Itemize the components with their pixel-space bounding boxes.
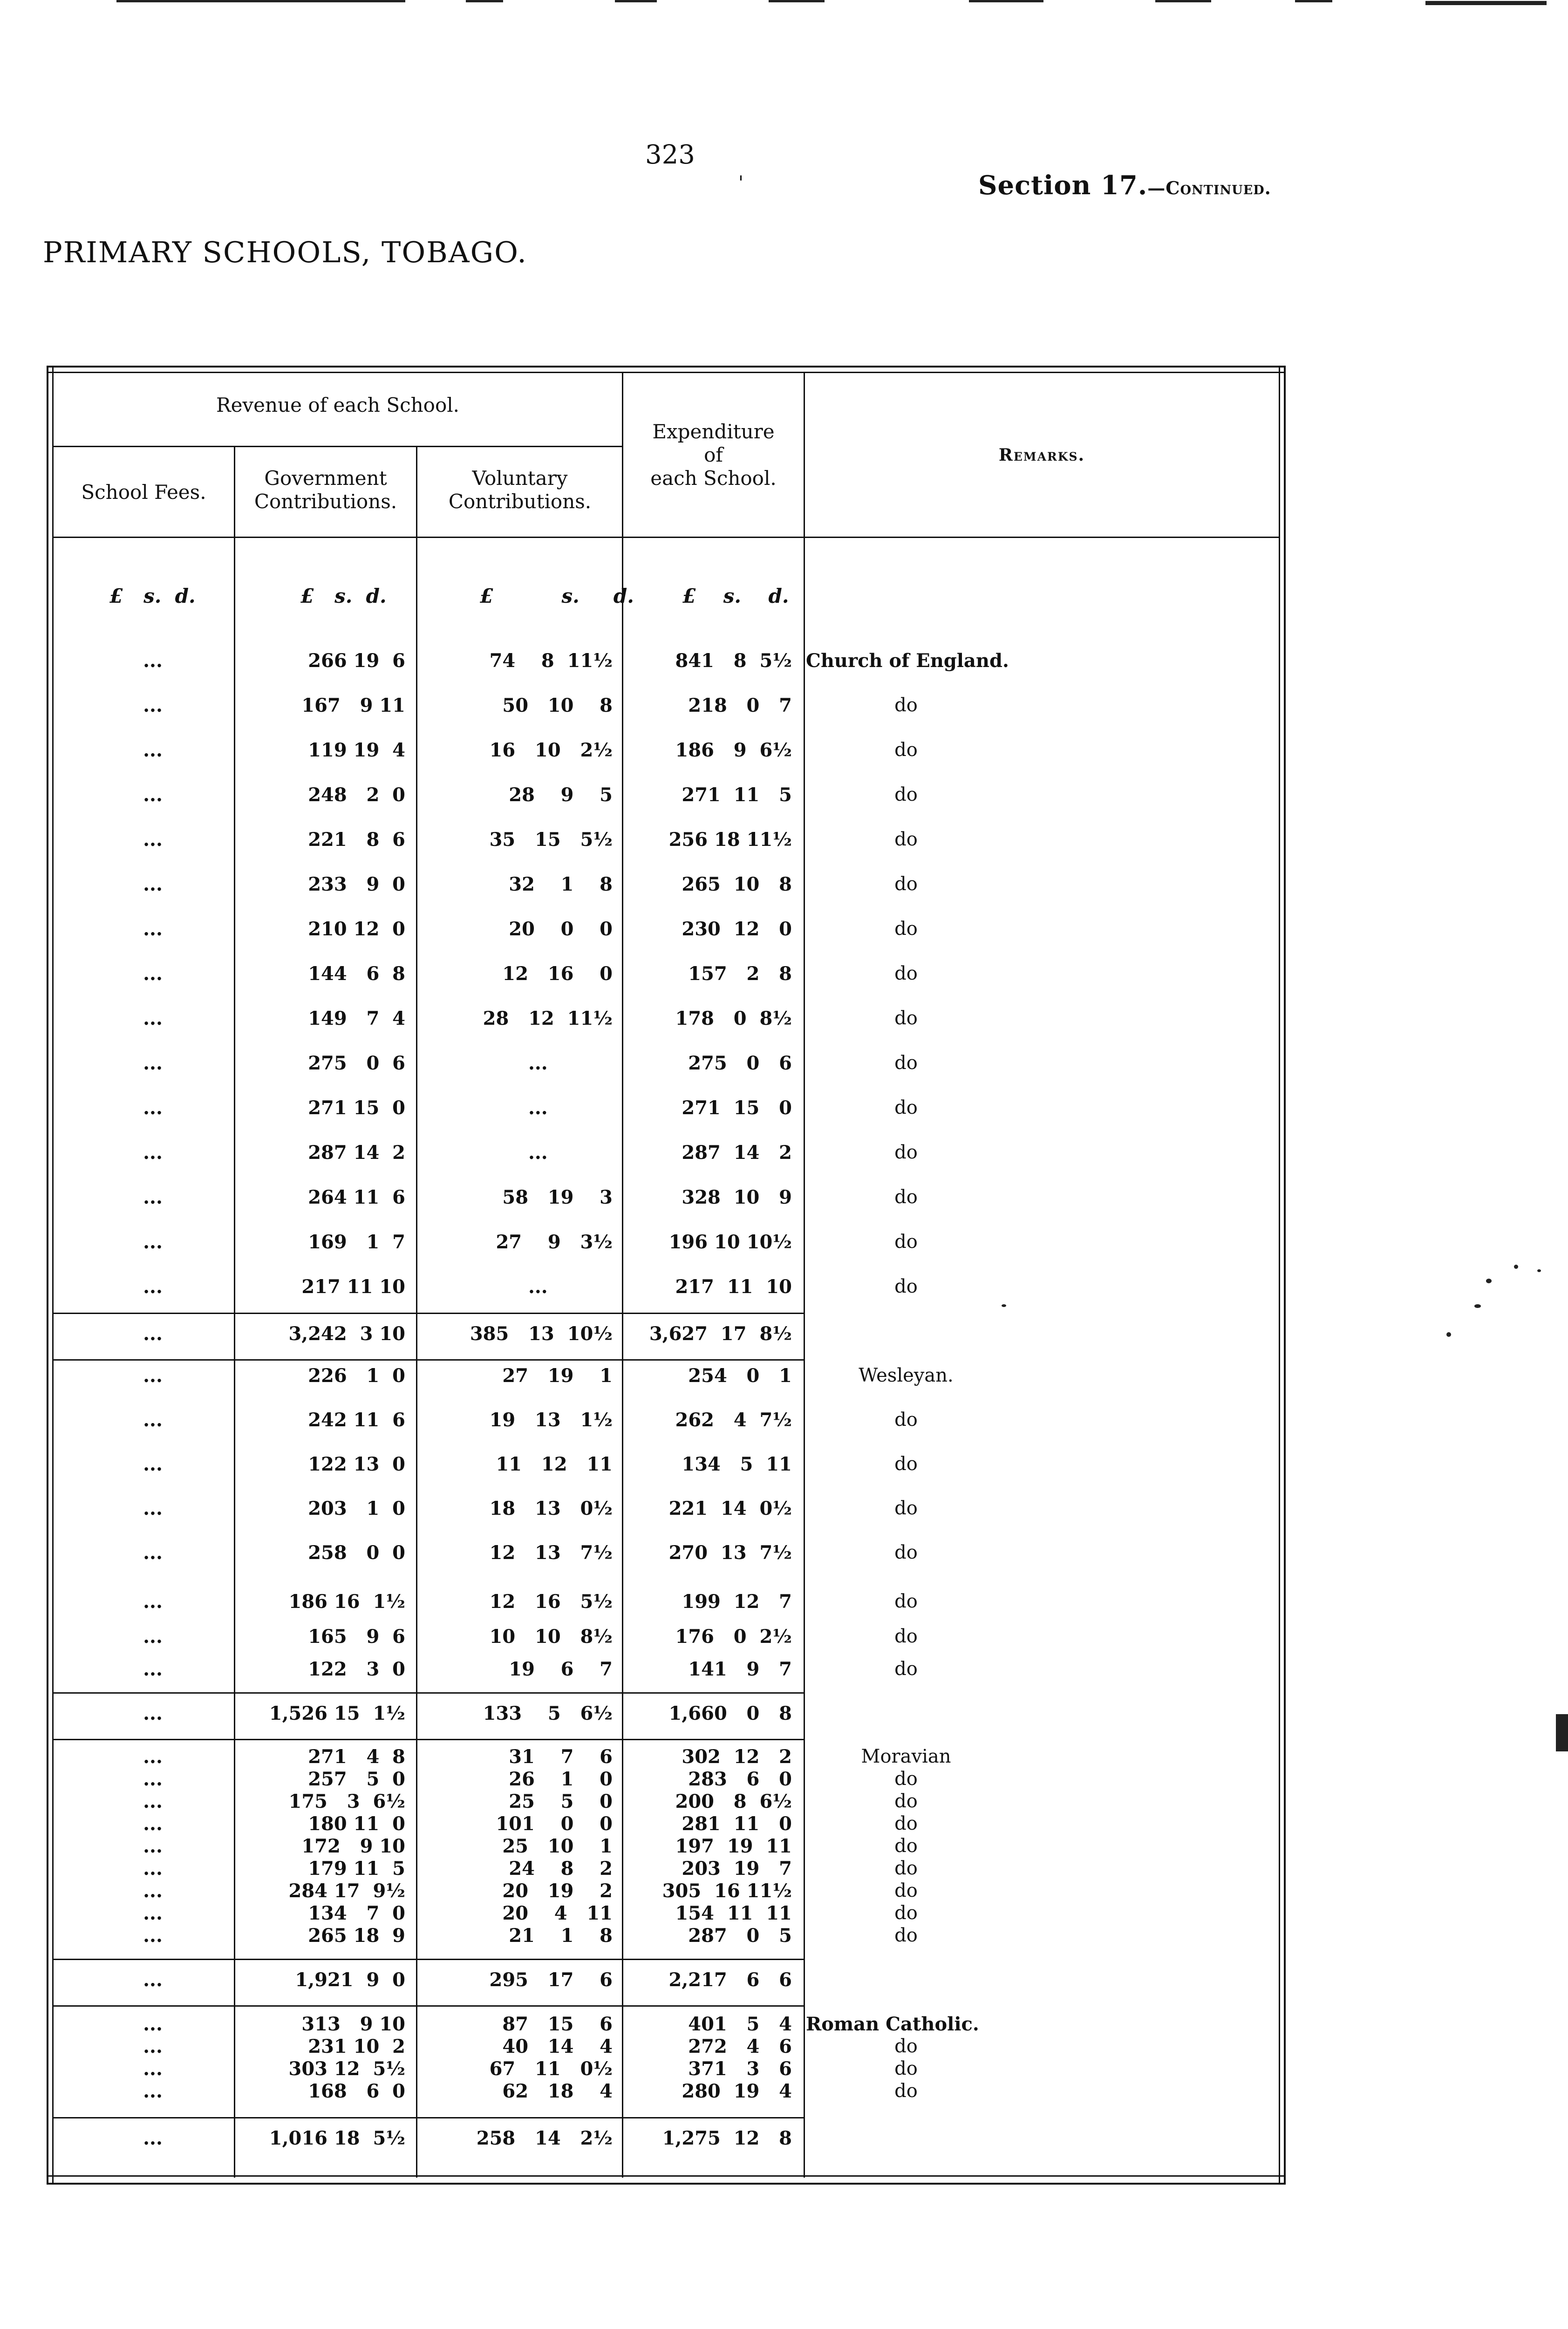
vol-cell: 21 1 8 <box>509 1925 613 1947</box>
remarks-cell: do <box>894 784 918 805</box>
total-fees-cell: ... <box>143 2127 163 2149</box>
fees-cell: ... <box>143 1902 163 1924</box>
vol-cell: 12 16 0 <box>502 963 613 985</box>
total-exp-cell: 2,217 6 6 <box>668 1969 792 1991</box>
gov-cell: 122 13 0 <box>308 1453 405 1475</box>
remarks-cell: do <box>894 1453 918 1475</box>
remarks-cell: do <box>894 2058 918 2079</box>
vol-cell: ... <box>528 1097 613 1119</box>
remarks-cell: Wesleyan. <box>859 1365 954 1386</box>
exp-cell: 176 0 2½ <box>675 1626 792 1648</box>
fees-cell: ... <box>143 1858 163 1880</box>
exp-cell: 271 11 5 <box>682 784 792 806</box>
fees-cell: ... <box>143 1835 163 1857</box>
remarks-cell: do <box>894 695 918 716</box>
exp-cell: 200 8 6½ <box>675 1791 792 1812</box>
remarks-cell: Moravian <box>861 1746 951 1767</box>
vol-cell: 28 9 5 <box>509 784 613 806</box>
scan-edge-line <box>969 0 1043 2</box>
vol-cell: 101 0 0 <box>496 1813 613 1835</box>
remarks-cell: do <box>894 1052 918 1074</box>
fees-cell: ... <box>143 1231 163 1253</box>
fees-cell: ... <box>143 1542 163 1564</box>
exp-cell: 254 0 1 <box>688 1365 792 1387</box>
gov-cell: 226 1 0 <box>308 1365 405 1387</box>
column-rule <box>804 373 805 2178</box>
scan-speck <box>1002 1304 1006 1307</box>
exp-cell: 230 12 0 <box>682 918 792 940</box>
gov-cell: 287 14 2 <box>308 1142 405 1164</box>
subtotal-rule <box>54 2117 804 2118</box>
header-line: Voluntary <box>472 467 568 490</box>
remarks-cell: Church of England. <box>806 650 1009 672</box>
gov-cell: 180 11 0 <box>308 1813 405 1835</box>
remarks-cell: do <box>894 1498 918 1519</box>
subtotal-rule <box>54 2005 804 2007</box>
exp-cell: 302 12 2 <box>682 1746 792 1768</box>
vol-cell: 18 13 0½ <box>489 1498 613 1519</box>
subtotal-rule <box>54 1692 804 1694</box>
school-fees-header: School Fees. <box>81 481 206 504</box>
remarks-cell: do <box>894 1858 918 1879</box>
remarks-cell: do <box>894 2036 918 2057</box>
scan-speck <box>1474 1304 1481 1308</box>
exp-cell: 197 19 11 <box>675 1835 792 1857</box>
gov-cell: 264 11 6 <box>308 1186 405 1208</box>
total-vol-cell: 385 13 10½ <box>470 1323 613 1345</box>
gov-cell: 271 4 8 <box>308 1746 405 1768</box>
fees-cell: ... <box>143 1746 163 1768</box>
vol-cell: 28 12 11½ <box>483 1008 613 1029</box>
fees-cell: ... <box>143 1498 163 1519</box>
fees-cell: ... <box>143 2013 163 2035</box>
exp-cell: 134 5 11 <box>682 1453 792 1475</box>
fees-cell: ... <box>143 650 163 672</box>
gov-cell: 231 10 2 <box>308 2036 405 2057</box>
exp-cell: 265 10 8 <box>682 873 792 895</box>
fees-cell: ... <box>143 1925 163 1947</box>
exp-cell: 178 0 8½ <box>675 1008 792 1029</box>
total-vol-cell: 295 17 6 <box>489 1969 613 1991</box>
remarks-cell: do <box>894 1409 918 1430</box>
total-fees-cell: ... <box>143 1969 163 1991</box>
fees-cell: ... <box>143 963 163 985</box>
exp-cell: 218 0 7 <box>688 695 792 716</box>
exp-cell: 186 9 6½ <box>675 739 792 761</box>
remarks-cell: do <box>894 1626 918 1647</box>
gov-cell: 169 1 7 <box>308 1231 405 1253</box>
currency-label: £ s. d. <box>300 585 387 607</box>
fees-cell: ... <box>143 695 163 716</box>
gov-cell: 265 18 9 <box>308 1925 405 1947</box>
header-line: Expenditure <box>652 420 775 443</box>
vol-cell: 12 16 5½ <box>489 1591 613 1613</box>
column-rule <box>622 373 623 2178</box>
exp-cell: 157 2 8 <box>688 963 792 985</box>
remarks-cell: Roman Catholic. <box>806 2013 979 2035</box>
fees-cell: ... <box>143 2036 163 2057</box>
gov-cell: 221 8 6 <box>308 829 405 851</box>
scan-speck <box>1486 1279 1492 1283</box>
header-line: Contributions. <box>254 490 397 513</box>
gov-cell: 257 5 0 <box>308 1768 405 1790</box>
gov-cell: 167 9 11 <box>301 695 405 716</box>
vol-cell: 31 7 6 <box>509 1746 613 1768</box>
exp-cell: 281 11 0 <box>682 1813 792 1835</box>
remarks-cell: do <box>894 1835 918 1857</box>
vol-cell: 16 10 2½ <box>489 739 613 761</box>
fees-cell: ... <box>143 873 163 895</box>
vol-cell: 26 1 0 <box>509 1768 613 1790</box>
exp-cell: 154 11 11 <box>675 1902 792 1924</box>
vol-cell: 20 0 0 <box>509 918 613 940</box>
exp-cell: 196 10 10½ <box>668 1231 792 1253</box>
currency-label: £ s. d. <box>682 585 789 607</box>
frame-double-rule <box>1279 366 1280 2185</box>
exp-cell: 271 15 0 <box>682 1097 792 1119</box>
subtotal-rule <box>54 1959 804 1960</box>
exp-cell: 141 9 7 <box>688 1658 792 1680</box>
vol-cell: 27 9 3½ <box>496 1231 613 1253</box>
vol-cell: 27 19 1 <box>502 1365 613 1387</box>
gov-cell: 203 1 0 <box>308 1498 405 1519</box>
section-label: Section 17. <box>978 170 1148 201</box>
fees-cell: ... <box>143 1880 163 1902</box>
expenditure-header <box>623 420 804 490</box>
fees-cell: ... <box>143 1791 163 1812</box>
fees-cell: ... <box>143 1186 163 1208</box>
fees-cell: ... <box>143 1052 163 1074</box>
frame-double-rule <box>47 2175 1286 2177</box>
total-exp-cell: 1,660 0 8 <box>668 1702 792 1724</box>
scan-edge-line <box>615 0 657 2</box>
total-exp-cell: 1,275 12 8 <box>662 2127 792 2149</box>
remarks-cell: do <box>894 739 918 761</box>
remarks-cell: do <box>894 1276 918 1297</box>
vol-cell: 20 4 11 <box>502 1902 613 1924</box>
fees-cell: ... <box>143 1453 163 1475</box>
gov-cell: 233 9 0 <box>308 873 405 895</box>
gov-cell: 134 7 0 <box>308 1902 405 1924</box>
exp-cell: 270 13 7½ <box>668 1542 792 1564</box>
remarks-cell: do <box>894 1813 918 1834</box>
fees-cell: ... <box>143 1591 163 1613</box>
gov-cell: 303 12 5½ <box>288 2058 405 2080</box>
vol-cell: 11 12 11 <box>496 1453 613 1475</box>
header-line: Contributions. <box>448 490 592 513</box>
exp-cell: 328 10 9 <box>682 1186 792 1208</box>
total-vol-cell: 133 5 6½ <box>483 1702 613 1724</box>
exp-cell: 305 16 11½ <box>662 1880 792 1902</box>
total-gov-cell: 3,242 3 10 <box>288 1323 405 1345</box>
remarks-cell: do <box>894 963 918 984</box>
header-line: each School. <box>650 467 777 490</box>
remarks-cell: do <box>894 1231 918 1253</box>
remarks-cell: do <box>894 1591 918 1612</box>
fees-cell: ... <box>143 1626 163 1648</box>
fees-cell: ... <box>143 829 163 851</box>
gov-cell: 149 7 4 <box>308 1008 405 1029</box>
exp-cell: 371 3 6 <box>688 2058 792 2080</box>
subtotal-rule <box>54 1359 804 1361</box>
exp-cell: 275 0 6 <box>688 1052 792 1074</box>
gov-cell: 313 9 10 <box>301 2013 405 2035</box>
gov-cell: 266 19 6 <box>308 650 405 672</box>
scan-edge-line <box>1155 0 1211 2</box>
exp-cell: 203 19 7 <box>682 1858 792 1880</box>
vol-cell: 25 10 1 <box>502 1835 613 1857</box>
exp-cell: 217 11 10 <box>675 1276 792 1298</box>
vol-cell: 67 11 0½ <box>489 2058 613 2080</box>
exp-cell: 256 18 11½ <box>668 829 792 851</box>
page-title: PRIMARY SCHOOLS, TOBAGO. <box>43 235 527 269</box>
total-gov-cell: 1,921 9 0 <box>295 1969 405 1991</box>
total-vol-cell: 258 14 2½ <box>476 2127 613 2149</box>
scan-edge-line <box>116 0 405 2</box>
gov-cell: 179 11 5 <box>308 1858 405 1880</box>
remarks-cell: do <box>894 1097 918 1118</box>
scan-speck <box>1514 1265 1518 1269</box>
remarks-cell: do <box>894 829 918 850</box>
vol-cell: 58 19 3 <box>502 1186 613 1208</box>
gov-cell: 119 19 4 <box>308 739 405 761</box>
gov-cell: 258 0 0 <box>308 1542 405 1564</box>
fees-cell: ... <box>143 1658 163 1680</box>
vol-cell: ... <box>528 1142 613 1164</box>
exp-cell: 199 12 7 <box>682 1591 792 1613</box>
total-gov-cell: 1,016 18 5½ <box>269 2127 405 2149</box>
fees-cell: ... <box>143 1097 163 1119</box>
vol-cell: 10 10 8½ <box>489 1626 613 1648</box>
gov-cell: 248 2 0 <box>308 784 405 806</box>
revenue-header: Revenue of each School. <box>216 394 460 416</box>
gov-cell: 172 9 10 <box>301 1835 405 1857</box>
voluntary-contributions-header <box>417 467 622 513</box>
scan-speck <box>1446 1332 1451 1337</box>
fees-cell: ... <box>143 1008 163 1029</box>
remarks-cell: do <box>894 1902 918 1924</box>
fees-cell: ... <box>143 2058 163 2080</box>
header-rule <box>54 537 1279 538</box>
vol-cell: 25 5 0 <box>509 1791 613 1812</box>
scan-edge-line <box>1425 1 1547 5</box>
fees-cell: ... <box>143 2080 163 2102</box>
vol-cell: 35 15 5½ <box>489 829 613 851</box>
page-number: 323 <box>645 140 695 170</box>
remarks-cell: do <box>894 1142 918 1163</box>
government-contributions-header <box>235 467 416 513</box>
fees-cell: ... <box>143 918 163 940</box>
section-continued: —Continued. <box>1147 177 1271 198</box>
vol-cell: 87 15 6 <box>502 2013 613 2035</box>
gov-cell: 175 3 6½ <box>288 1791 405 1812</box>
gov-cell: 275 0 6 <box>308 1052 405 1074</box>
fees-cell: ... <box>143 1813 163 1835</box>
vol-cell: 40 14 4 <box>502 2036 613 2057</box>
gov-cell: 168 6 0 <box>308 2080 405 2102</box>
remarks-cell: do <box>894 2080 918 2102</box>
exp-cell: 280 19 4 <box>682 2080 792 2102</box>
gov-cell: 186 16 1½ <box>288 1591 405 1613</box>
vol-cell: 32 1 8 <box>509 873 613 895</box>
gov-cell: 217 11 10 <box>301 1276 405 1298</box>
remarks-cell: do <box>894 1880 918 1901</box>
gov-cell: 210 12 0 <box>308 918 405 940</box>
fees-cell: ... <box>143 784 163 806</box>
fees-cell: ... <box>143 1365 163 1387</box>
fees-cell: ... <box>143 1276 163 1298</box>
remarks-cell: do <box>894 1925 918 1946</box>
gov-cell: 271 15 0 <box>308 1097 405 1119</box>
fees-cell: ... <box>143 1142 163 1164</box>
exp-cell: 283 6 0 <box>688 1768 792 1790</box>
gov-cell: 284 17 9½ <box>288 1880 405 1902</box>
vol-cell: ... <box>528 1276 613 1298</box>
vol-cell: 20 19 2 <box>502 1880 613 1902</box>
section-heading <box>978 170 1271 201</box>
remarks-cell: do <box>894 1658 918 1680</box>
remarks-header: Remarks. <box>998 445 1085 465</box>
vol-cell: 62 18 4 <box>502 2080 613 2102</box>
header-rule <box>54 446 623 447</box>
fees-cell: ... <box>143 1768 163 1790</box>
vol-cell: 50 10 8 <box>502 695 613 716</box>
vol-cell: 19 6 7 <box>509 1658 613 1680</box>
subtotal-rule <box>54 1313 804 1314</box>
gov-cell: 144 6 8 <box>308 963 405 985</box>
exp-cell: 287 0 5 <box>688 1925 792 1947</box>
vol-cell: 19 13 1½ <box>489 1409 613 1431</box>
gov-cell: 122 3 0 <box>308 1658 405 1680</box>
exp-cell: 841 8 5½ <box>675 650 792 672</box>
fees-cell: ... <box>143 1409 163 1431</box>
remarks-cell: do <box>894 1186 918 1208</box>
scan-speck <box>1556 1714 1568 1751</box>
exp-cell: 287 14 2 <box>682 1142 792 1164</box>
exp-cell: 221 14 0½ <box>668 1498 792 1519</box>
remarks-cell: do <box>894 873 918 895</box>
remarks-cell: do <box>894 1008 918 1029</box>
frame-double-rule <box>52 366 54 2185</box>
remarks-cell: do <box>894 918 918 940</box>
exp-cell: 272 4 6 <box>688 2036 792 2057</box>
frame-double-rule <box>47 372 1286 373</box>
scan-speck <box>1537 1269 1541 1272</box>
header-line: of <box>704 443 723 466</box>
gov-cell: 165 9 6 <box>308 1626 405 1648</box>
vol-cell: 24 8 2 <box>509 1858 613 1880</box>
exp-cell: 401 5 4 <box>688 2013 792 2035</box>
remarks-cell: do <box>894 1542 918 1563</box>
vol-cell: ... <box>528 1052 613 1074</box>
scan-edge-line <box>1295 0 1332 2</box>
vol-cell: 12 13 7½ <box>489 1542 613 1564</box>
currency-label: £ s. d. <box>480 585 634 607</box>
total-exp-cell: 3,627 17 8½ <box>649 1323 792 1345</box>
exp-cell: 262 4 7½ <box>675 1409 792 1431</box>
fees-cell: ... <box>143 739 163 761</box>
total-fees-cell: ... <box>143 1323 163 1345</box>
stray-mark: ' <box>738 172 743 194</box>
remarks-cell: do <box>894 1791 918 1812</box>
scan-edge-line <box>769 0 825 2</box>
remarks-cell: do <box>894 1768 918 1790</box>
vol-cell: 74 8 11½ <box>489 650 613 672</box>
gov-cell: 242 11 6 <box>308 1409 405 1431</box>
header-line: Government <box>264 467 387 490</box>
total-fees-cell: ... <box>143 1702 163 1724</box>
currency-label: £ s. d. <box>109 585 196 607</box>
scan-edge-line <box>466 0 503 2</box>
total-gov-cell: 1,526 15 1½ <box>269 1702 405 1724</box>
subtotal-rule <box>54 1739 804 1740</box>
